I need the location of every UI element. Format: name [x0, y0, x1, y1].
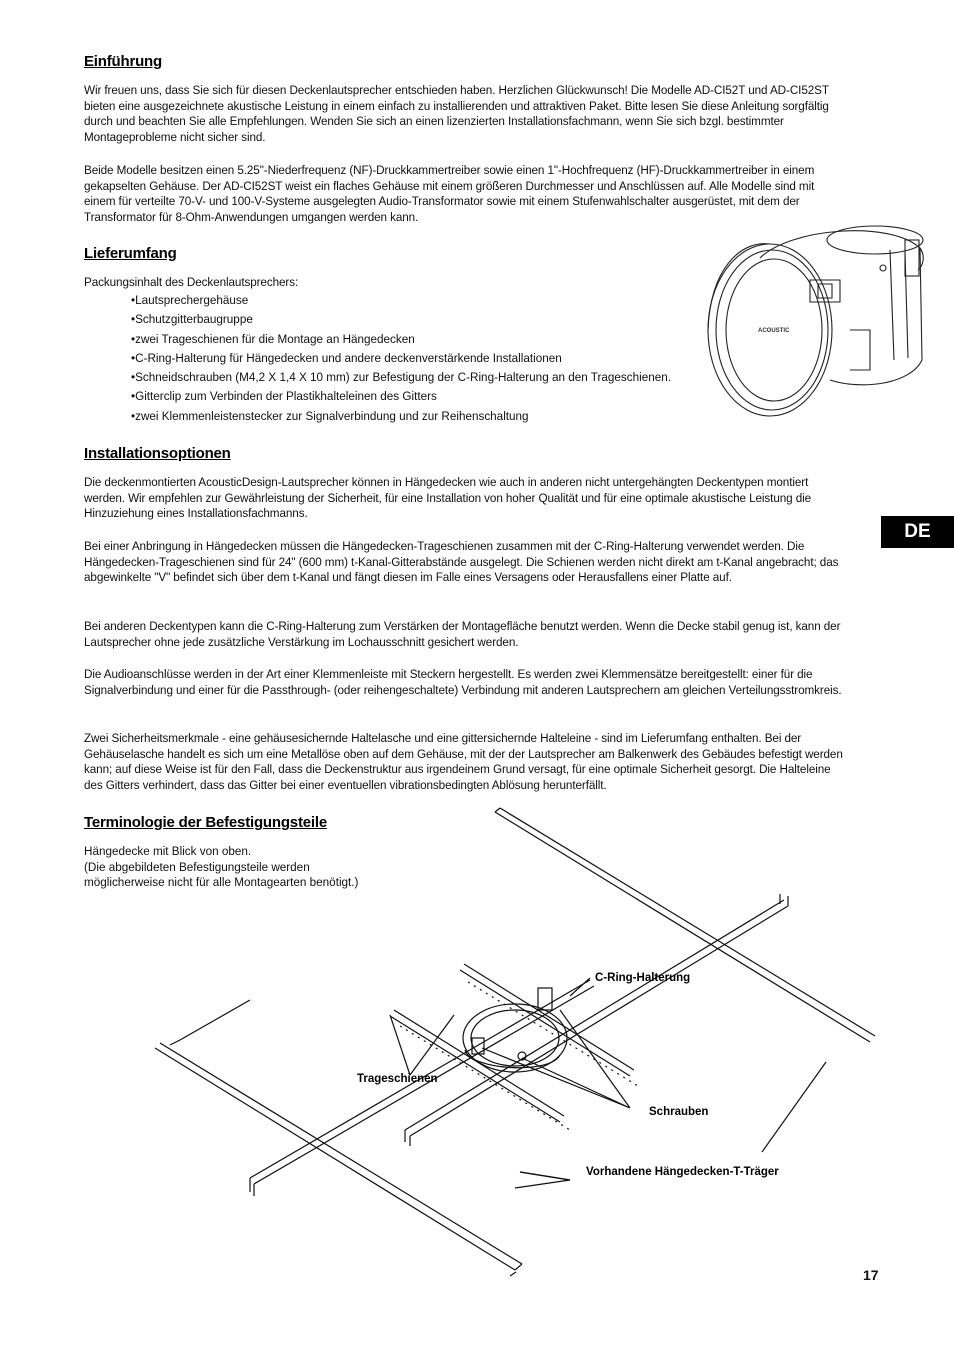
speaker-illustration	[700, 210, 940, 422]
list-item: •Schneidschrauben (M4,2 X 1,4 X 10 mm) zur Befestigung der C-Ring-Halterung an den Trageschienen.	[131, 370, 671, 385]
label-rails: Trageschienen	[357, 1073, 438, 1085]
contents-intro: Packungsinhalt des Deckenlautsprechers:	[84, 275, 299, 289]
terminology-heading: Terminologie der Befestigungsteile	[84, 814, 327, 831]
intro-heading: Einführung	[84, 53, 162, 70]
t-bar-cross-3	[170, 1000, 250, 1045]
contents-heading: Lieferumfang	[84, 245, 177, 262]
speaker-brand-mark: ACOUSTIC	[758, 328, 790, 334]
language-tab: DE	[881, 516, 954, 548]
contents-list	[131, 291, 694, 426]
list-item: •C-Ring-Halterung für Hängedecken und andere deckenverstärkende Installationen	[131, 350, 562, 365]
intro-paragraph-2: Beide Modelle besitzen einen 5.25"-Niederfrequenz (NF)-Druckkammertreiber sowie einen 1"-Hochfrequenz (HF)-Druckkammertreiber in einem gekapselten Gehäuse. Der AD-CI52ST weist ein flaches Gehäuse mit einem größeren Durchmesser und Anschlüssen auf. Alle Modelle sind mit einem für verteilte 70-V- und 100-V-Systeme ausgelegten Audio-Transformator sowie mit einem Stufenwahlschalter ausgerüstet, mit dem der Transformator für 8-Ohm-Anwendungen umgangen werden kann.	[84, 163, 815, 225]
options-paragraph-3: Bei anderen Deckentypen kann die C-Ring-Halterung zum Verstärken der Montagefläche benutzt werden. Wenn die Decke stabil genug ist, kann der Lautsprecher ohne jede zusätzliche Verstärkung im Lochausschnitt gesichert werden.	[84, 619, 841, 649]
page-number: 17	[863, 1267, 879, 1283]
list-item: •Schutzgitterbaugruppe	[131, 312, 253, 327]
t-bar-cross-2	[405, 900, 788, 1136]
caption-line: (Die abgebildeten Befestigungsteile werden	[84, 859, 310, 874]
caption-line: möglicherweise nicht für alle Montagearten benötigt.)	[84, 875, 359, 890]
options-paragraph-2: Bei einer Anbringung in Hängedecken müssen die Hängedecken-Trageschienen zusammen mit der C-Ring-Halterung verwendet werden. Die Hängedecken-Trageschienen sind für 24" (600 mm) t-Kanal-Gitterabstände ausgelegt. Die Schienen werden nicht direkt am t-Kanal angebracht; das abgewinkelte "V" befindet sich über dem t-Kanal und fängt diesen im Falle eines Versagens oder Herausfallens einer Platte auf.	[84, 539, 839, 585]
label-c-ring: C-Ring-Halterung	[595, 972, 691, 984]
list-item: •Gitterclip zum Verbinden der Plastikhalteleinen des Gitters	[131, 389, 437, 404]
label-t-bars: Vorhandene Hängedecken-T-Träger	[586, 1166, 779, 1178]
list-item: •zwei Klemmenleistenstecker zur Signalverbindung und zur Reihenschaltung	[131, 408, 529, 423]
ceiling-diagram	[150, 800, 890, 1300]
options-heading: Installationsoptionen	[84, 445, 231, 462]
label-screws: Schrauben	[649, 1106, 709, 1118]
caption-line: Hängedecke mit Blick von oben.	[84, 844, 252, 858]
t-bar-lower	[155, 1043, 522, 1276]
intro-paragraph-1: Wir freuen uns, dass Sie sich für diesen Deckenlautsprecher entschieden haben. Herzlichen Glückwunsch! Die Modelle AD-CI52T und AD-CI52ST bieten eine ausgezeichnete akustische Leistung in einem einfach zu installierenden und attraktiven Paket. Bitte lesen Sie diese Anleitung sorgfältig durch und beachten Sie alle Empfehlungen. Wenden Sie sich an einen lizenzierten Installationsfachmann, wenn Sie sich bzgl. bestimmter Montageprobleme nicht sicher sind.	[84, 83, 829, 145]
options-paragraph-5: Zwei Sicherheitsmerkmale - eine gehäusesichernde Haltelasche und eine gittersichernde Halteleine - sind im Lieferumfang enthalten. Bei der Gehäuselasche handelt es sich um eine Metallöse oben auf dem Gehäuse, mit der der Lautsprecher am Balkenwerk des Gebäudes befestigt werden kann; auf diese Weise ist für den Fall, dass die Deckenstruktur aus irgendeinem Grund versagt, für eine optimale Sicherheit gesorgt. Die Halteleine des Gitters verhindert, dass das Gitter bei einer eventuellen vibrationsbedingten Ablösung herunterfällt.	[84, 731, 843, 793]
options-paragraph-4: Die Audioanschlüsse werden in der Art einer Klemmenleiste mit Steckern hergestellt. Es werden zwei Klemmensätze bereitgestellt: einer für die Signalverbindung und einer für die Passthrough- (oder reihengeschaltete) Verbindung mit anderen Lautsprechern am gleichen Verteilungsstromkreis.	[84, 667, 842, 697]
options-paragraph-1: Die deckenmontierten AcousticDesign-Lautsprecher können in Hängedecken wie auch in anderen nicht untergehängten Deckentypen montiert werden. Wir empfehlen zur Gewährleistung der Sicherheit, für eine Installation von hoher Qualität und für eine optimale akustische Leistung die Hinzuziehung eines Installationsfachmanns.	[84, 475, 812, 521]
list-item: •zwei Trageschienen für die Montage an Hängedecken	[131, 331, 415, 346]
list-item: •Lautsprechergehäuse	[131, 293, 249, 307]
